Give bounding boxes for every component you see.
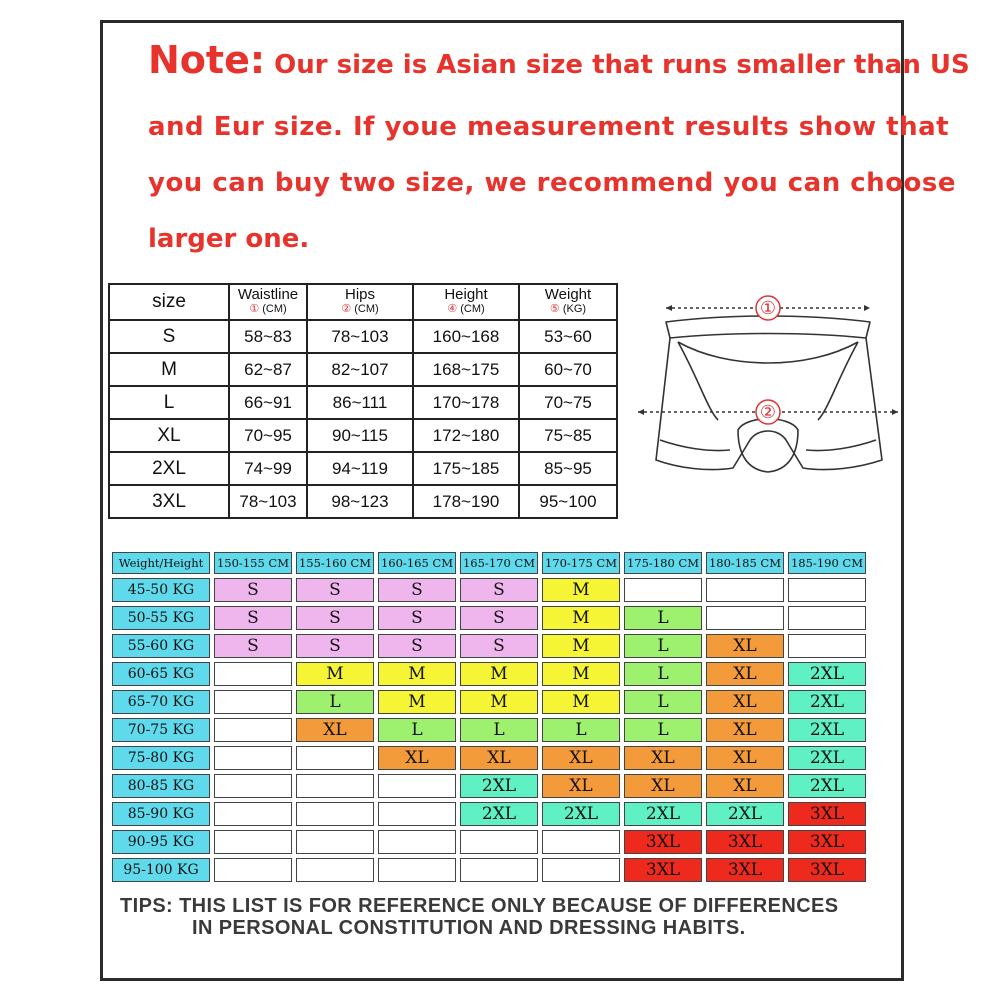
grid-size-cell: M (542, 662, 620, 686)
grid-size-cell: XL (624, 774, 702, 798)
marker-1-icon: ① (759, 298, 777, 319)
size-table-cell: 172~180 (413, 419, 519, 452)
marker-icon: ① (249, 303, 260, 315)
grid-size-cell: 2XL (788, 690, 866, 714)
grid-size-cell: XL (542, 746, 620, 770)
grid-size-cell: 3XL (788, 830, 866, 854)
header-title: Hips (344, 286, 375, 303)
grid-size-cell: 3XL (624, 830, 702, 854)
grid-size-cell: XL (706, 634, 784, 658)
grid-size-cell (214, 802, 292, 826)
grid-header-row (112, 552, 866, 574)
grid-size-cell: M (542, 578, 620, 602)
grid-size-cell: S (460, 606, 538, 630)
grid-size-cell (296, 774, 374, 798)
size-table-cell: 86~111 (307, 386, 413, 419)
grid-height-header: 185-190 CM (788, 552, 866, 574)
grid-size-cell: 3XL (624, 858, 702, 882)
grid-size-cell (378, 802, 456, 826)
grid-weight-header: 75-80 KG (112, 746, 210, 770)
grid-size-cell: 2XL (788, 662, 866, 686)
size-table-cell: 90~115 (307, 419, 413, 452)
grid-size-cell: S (378, 578, 456, 602)
tips-text (120, 895, 880, 939)
grid-size-cell: M (296, 662, 374, 686)
marker-icon: ④ (447, 303, 458, 315)
grid-weight-header: 50-55 KG (112, 606, 210, 630)
grid-size-cell (788, 578, 866, 602)
grid-size-cell (706, 606, 784, 630)
grid-size-cell: XL (706, 662, 784, 686)
grid-size-cell: XL (706, 718, 784, 742)
grid-size-cell (214, 858, 292, 882)
grid-size-cell (378, 830, 456, 854)
grid-height-header: 150-155 CM (214, 552, 292, 574)
size-table-cell: 60~70 (519, 353, 617, 386)
size-table-cell: 75~85 (519, 419, 617, 452)
grid-size-cell: XL (460, 746, 538, 770)
grid-size-cell (214, 662, 292, 686)
grid-weight-header: 45-50 KG (112, 578, 210, 602)
grid-row (112, 606, 866, 630)
grid-row (112, 746, 866, 770)
grid-size-cell: XL (378, 746, 456, 770)
grid-size-cell: S (378, 634, 456, 658)
header-unit-line (230, 302, 306, 316)
grid-size-cell: L (624, 634, 702, 658)
grid-size-cell: S (460, 578, 538, 602)
grid-size-cell: 2XL (788, 746, 866, 770)
size-table-cell: 175~185 (413, 452, 519, 485)
grid-row (112, 858, 866, 882)
shorts-outline (656, 316, 882, 472)
header-unit: (CM) (262, 303, 287, 315)
grid-size-cell: S (296, 606, 374, 630)
grid-row (112, 578, 866, 602)
grid-row (112, 774, 866, 798)
grid-size-cell: S (214, 606, 292, 630)
grid-size-cell: 2XL (460, 802, 538, 826)
grid-size-cell: 2XL (788, 718, 866, 742)
grid-size-cell (706, 578, 784, 602)
size-label: L (109, 386, 229, 419)
grid-weight-header: 70-75 KG (112, 718, 210, 742)
grid-size-cell (460, 830, 538, 854)
grid-weight-header: 85-90 KG (112, 802, 210, 826)
size-table-row (109, 386, 617, 419)
grid-size-cell: L (624, 662, 702, 686)
grid-height-header: 165-170 CM (460, 552, 538, 574)
size-table-cell: 78~103 (307, 320, 413, 353)
grid-size-cell: 3XL (788, 858, 866, 882)
size-table-header (229, 284, 307, 320)
header-unit-line (308, 302, 412, 316)
note-line-2: and Eur size. If youe measurement results show that (148, 112, 950, 142)
size-table-header (413, 284, 519, 320)
size-table-header-row (109, 284, 617, 320)
size-table-cell: 66~91 (229, 386, 307, 419)
grid-size-cell (788, 634, 866, 658)
grid-size-cell: L (378, 718, 456, 742)
size-table-cell: 70~95 (229, 419, 307, 452)
size-table-cell: 170~178 (413, 386, 519, 419)
grid-size-cell: L (460, 718, 538, 742)
size-table-cell: 58~83 (229, 320, 307, 353)
marker-icon: ⑤ (549, 303, 560, 315)
size-table-cell: 53~60 (519, 320, 617, 353)
grid-weight-header: 55-60 KG (112, 634, 210, 658)
grid-size-cell (296, 746, 374, 770)
marker-icon: ② (341, 303, 352, 315)
grid-size-cell: L (624, 606, 702, 630)
grid-size-cell: XL (706, 746, 784, 770)
note-text-1: Our size is Asian size that runs smaller than US (274, 50, 970, 80)
size-label: 2XL (109, 452, 229, 485)
grid-size-cell: 3XL (706, 858, 784, 882)
grid-size-cell (542, 830, 620, 854)
size-table-cell: 94~119 (307, 452, 413, 485)
tips-line-2: IN PERSONAL CONSTITUTION AND DRESSING HABITS. (192, 917, 746, 939)
grid-size-cell: 3XL (788, 802, 866, 826)
grid-size-cell: L (542, 718, 620, 742)
size-recommendation-grid (108, 548, 870, 886)
grid-size-cell (378, 774, 456, 798)
header-unit: (KG) (562, 303, 587, 315)
grid-weight-header: 80-85 KG (112, 774, 210, 798)
grid-size-cell (296, 858, 374, 882)
size-table-header: size (109, 284, 229, 320)
grid-size-cell (296, 830, 374, 854)
grid-size-cell (296, 802, 374, 826)
header-unit: (CM) (354, 303, 379, 315)
size-table-cell: 98~123 (307, 485, 413, 518)
header-unit-line (414, 302, 518, 316)
grid-size-cell: S (214, 634, 292, 658)
grid-size-cell (214, 746, 292, 770)
grid-size-cell (624, 578, 702, 602)
grid-size-cell: M (460, 690, 538, 714)
grid-row (112, 830, 866, 854)
grid-size-cell: L (624, 718, 702, 742)
tips-line-1: TIPS: THIS LIST IS FOR REFERENCE ONLY BECAUSE OF DIFFERENCES (120, 895, 839, 917)
grid-size-cell: M (460, 662, 538, 686)
size-label: S (109, 320, 229, 353)
grid-size-cell: XL (624, 746, 702, 770)
grid-size-cell: M (378, 690, 456, 714)
marker-2-icon: ② (759, 402, 777, 423)
grid-weight-header: 95-100 KG (112, 858, 210, 882)
grid-size-cell: S (460, 634, 538, 658)
grid-weight-header: 60-65 KG (112, 662, 210, 686)
note-label: Note: (148, 38, 266, 82)
header-unit: (CM) (460, 303, 485, 315)
size-measurement-table (108, 283, 618, 519)
grid-size-cell: XL (706, 690, 784, 714)
size-table-cell: 160~168 (413, 320, 519, 353)
grid-size-cell: 2XL (460, 774, 538, 798)
grid-size-cell (214, 830, 292, 854)
grid-row (112, 718, 866, 742)
grid-size-cell: 2XL (788, 774, 866, 798)
grid-size-cell: S (296, 578, 374, 602)
header-title: Weight (544, 286, 592, 303)
grid-size-cell: M (542, 690, 620, 714)
grid-height-header: 155-160 CM (296, 552, 374, 574)
size-table-cell: 178~190 (413, 485, 519, 518)
shorts-diagram (638, 290, 898, 500)
grid-size-cell (378, 858, 456, 882)
note-line-1 (148, 38, 970, 82)
size-table-row (109, 419, 617, 452)
grid-size-cell: S (296, 634, 374, 658)
grid-size-cell (214, 718, 292, 742)
measure-arrows (638, 305, 898, 415)
grid-weight-header: 90-95 KG (112, 830, 210, 854)
grid-height-header: 170-175 CM (542, 552, 620, 574)
size-table-row (109, 452, 617, 485)
size-table-row (109, 353, 617, 386)
grid-size-cell (788, 606, 866, 630)
size-label: XL (109, 419, 229, 452)
size-table-cell: 78~103 (229, 485, 307, 518)
grid-size-cell: L (296, 690, 374, 714)
grid-weight-header: 65-70 KG (112, 690, 210, 714)
grid-size-cell: S (378, 606, 456, 630)
grid-size-cell: M (542, 634, 620, 658)
size-table-cell: 74~99 (229, 452, 307, 485)
note-line-3: you can buy two size, we recommend you can choose (148, 168, 957, 198)
size-label: 3XL (109, 485, 229, 518)
grid-row (112, 690, 866, 714)
header-title: Waistline (237, 286, 299, 303)
measure-lines (638, 308, 898, 412)
size-table-cell: 82~107 (307, 353, 413, 386)
grid-size-cell (542, 858, 620, 882)
grid-size-cell: M (542, 606, 620, 630)
size-table-cell: 168~175 (413, 353, 519, 386)
size-table-row (109, 485, 617, 518)
grid-size-cell: S (214, 578, 292, 602)
grid-size-cell (460, 858, 538, 882)
grid-size-cell: 2XL (706, 802, 784, 826)
grid-row (112, 802, 866, 826)
size-table-cell: 62~87 (229, 353, 307, 386)
size-table-row (109, 320, 617, 353)
grid-size-cell: L (624, 690, 702, 714)
grid-size-cell: XL (706, 774, 784, 798)
size-table-header (307, 284, 413, 320)
grid-corner-header: Weight/Height (112, 552, 210, 574)
grid-size-cell: 3XL (706, 830, 784, 854)
grid-row (112, 662, 866, 686)
grid-size-cell: 2XL (624, 802, 702, 826)
note-line-4: larger one. (148, 224, 310, 254)
size-table-cell: 70~75 (519, 386, 617, 419)
grid-size-cell: XL (296, 718, 374, 742)
header-title: Height (444, 286, 488, 303)
grid-size-cell: M (378, 662, 456, 686)
grid-size-cell: 2XL (542, 802, 620, 826)
grid-size-cell (214, 690, 292, 714)
size-table-cell: 95~100 (519, 485, 617, 518)
grid-height-header: 160-165 CM (378, 552, 456, 574)
grid-size-cell: XL (542, 774, 620, 798)
grid-height-header: 175-180 CM (624, 552, 702, 574)
size-table-header (519, 284, 617, 320)
size-table-cell: 85~95 (519, 452, 617, 485)
header-unit-line (520, 302, 616, 316)
grid-size-cell (214, 774, 292, 798)
size-label: M (109, 353, 229, 386)
grid-height-header: 180-185 CM (706, 552, 784, 574)
grid-row (112, 634, 866, 658)
